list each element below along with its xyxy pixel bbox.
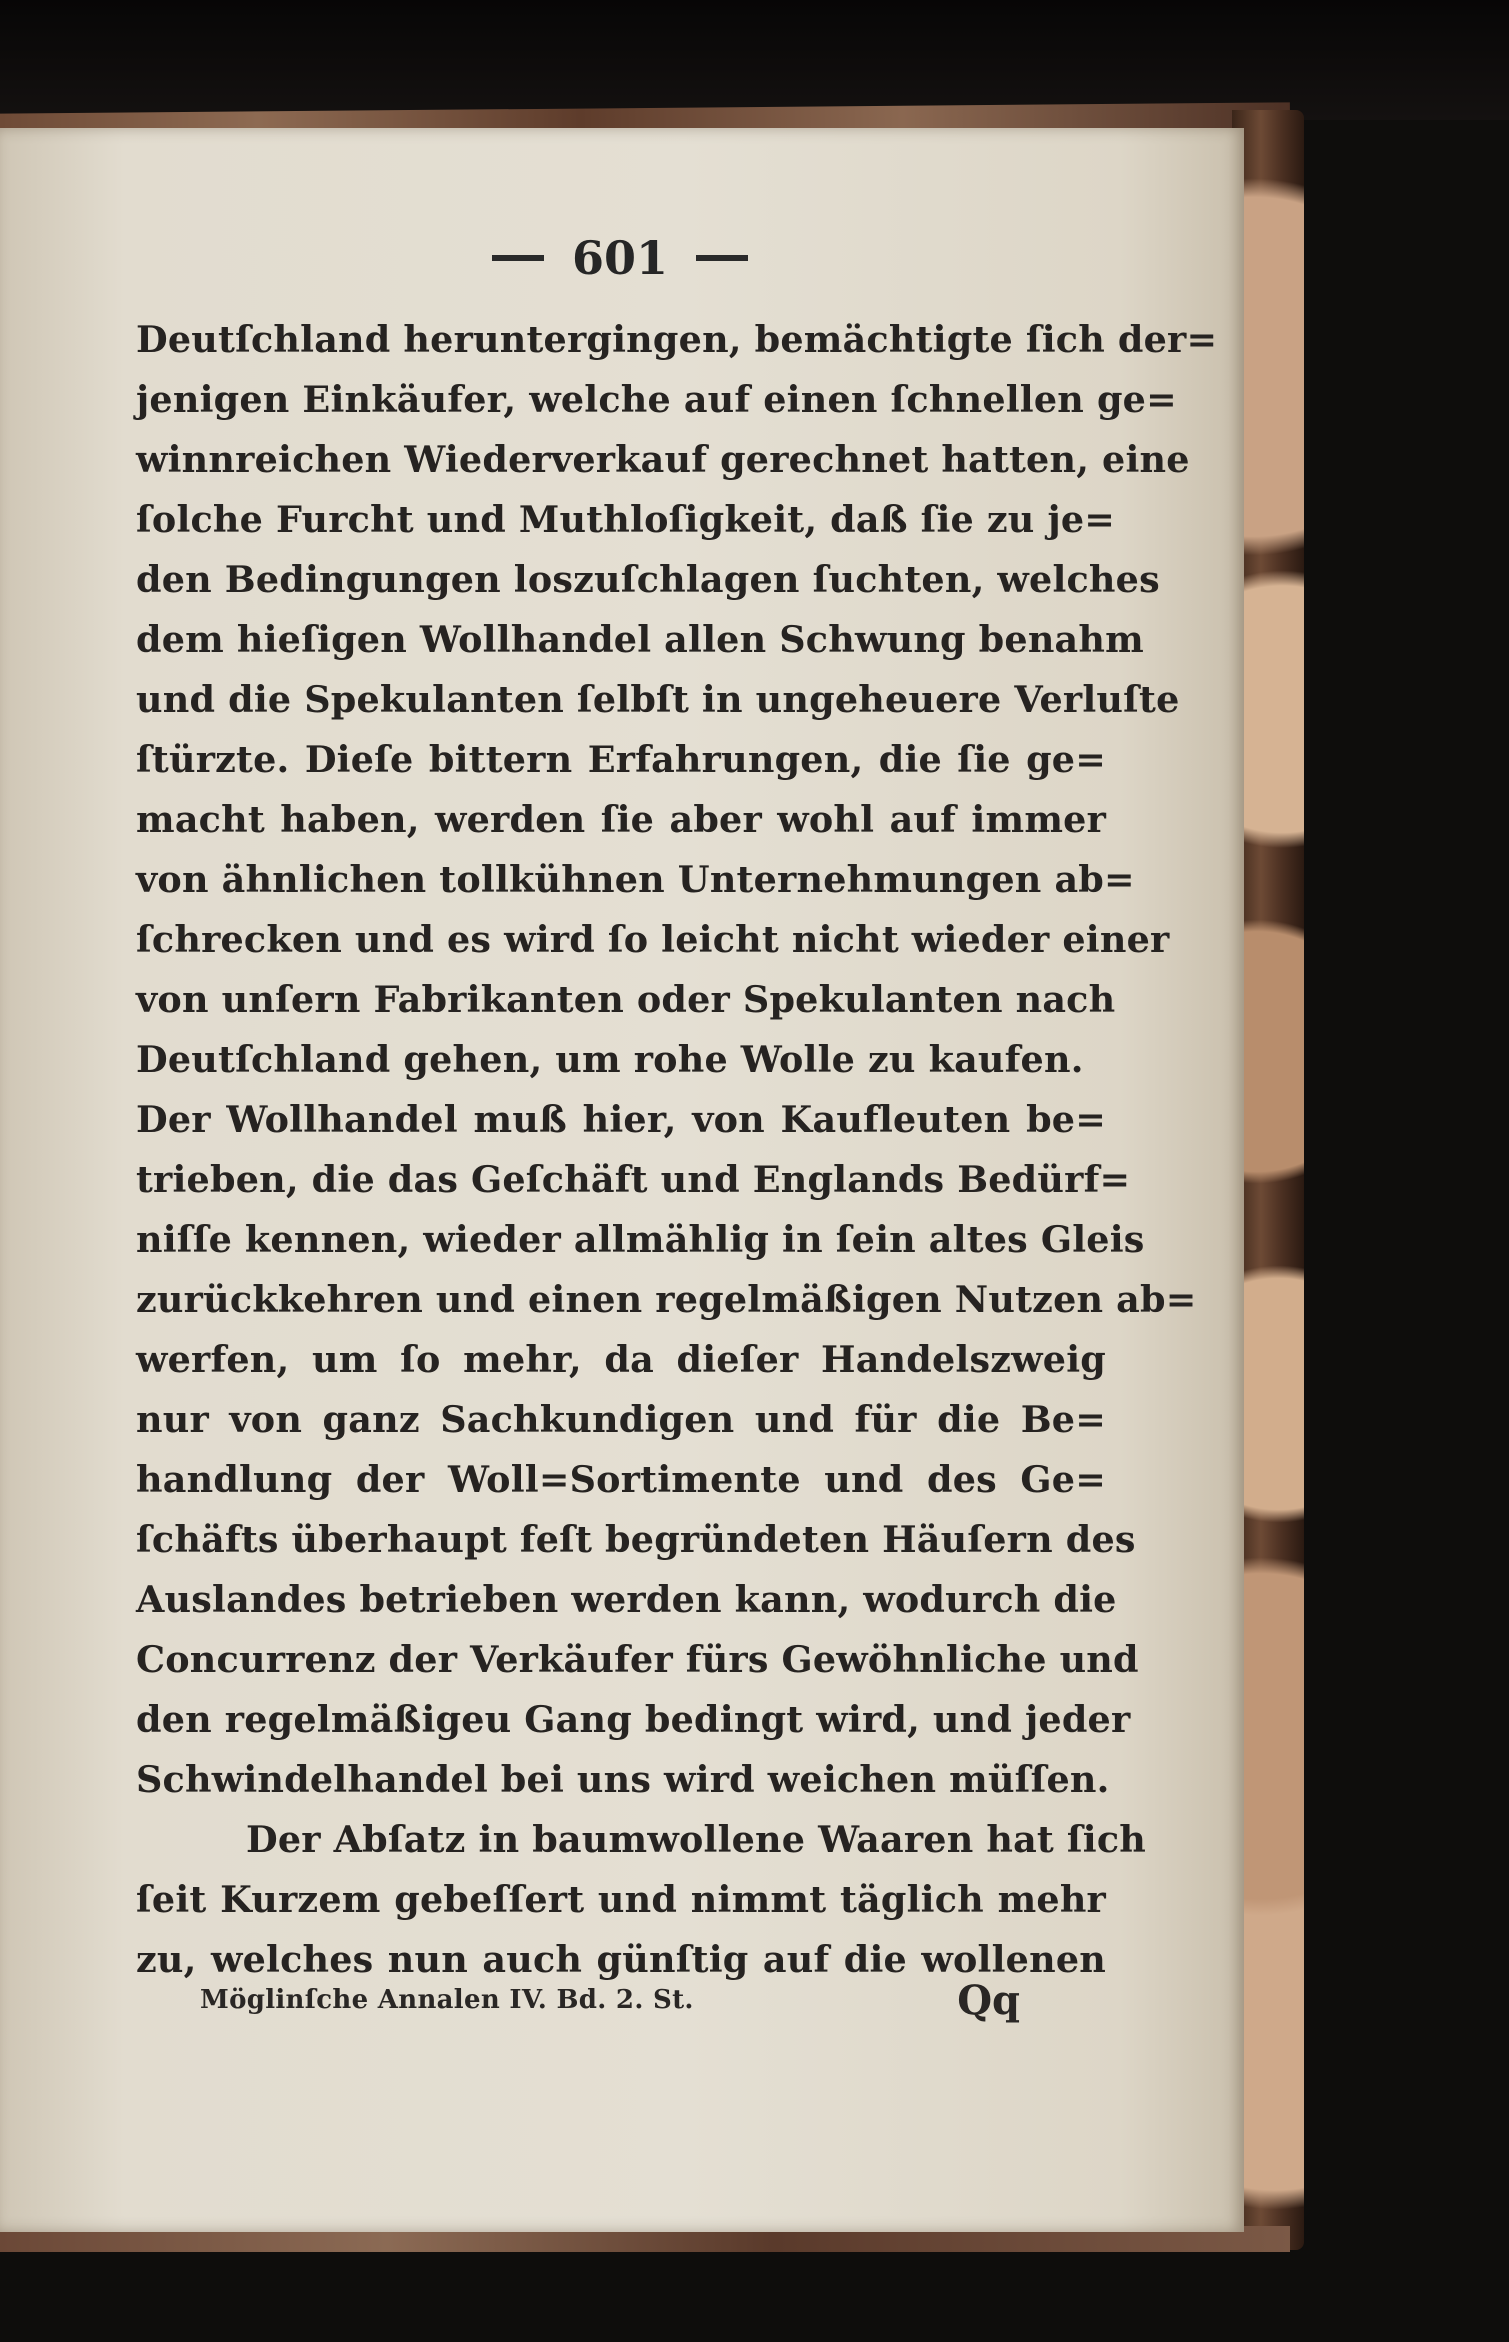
text-line: von ähnlichen tollkühnen Unternehmungen ab= bbox=[136, 858, 1135, 901]
text-line: Concurrenz der Verkäufer fürs Gewöhnliche und bbox=[136, 1638, 1139, 1681]
text-line: macht haben, werden ſie aber wohl auf immer bbox=[136, 798, 1106, 841]
header-dash-right bbox=[696, 255, 748, 261]
page-footer bbox=[200, 1972, 1060, 2028]
text-line: ſolche Furcht und Muthloſigkeit, daß ſie zu je= bbox=[136, 498, 1116, 541]
text-line: ſchrecken und es wird ſo leicht nicht wieder einer bbox=[136, 918, 1170, 961]
text-line: Schwindelhandel bei uns wird weichen müſſen. bbox=[136, 1758, 1110, 1801]
text-line: Deutſchland heruntergingen, bemächtigte ſich der= bbox=[136, 318, 1218, 361]
text-line: Der Abſatz in baumwollene Waaren hat ſich bbox=[246, 1818, 1147, 1861]
text-line: werfen, um ſo mehr, da dieſer Handelszweig bbox=[136, 1338, 1106, 1381]
text-line: winnreichen Wiederverkauf gerechnet hatten, eine bbox=[136, 438, 1190, 481]
text-line: jenigen Einkäufer, welche auf einen ſchnellen ge= bbox=[136, 378, 1177, 421]
text-line: nur von ganz Sachkundigen und für die Be= bbox=[136, 1398, 1106, 1441]
text-line: von unſern Fabrikanten oder Spekulanten nach bbox=[136, 978, 1116, 1021]
text-line: den Bedingungen loszuſchlagen ſuchten, welches bbox=[136, 558, 1160, 601]
header-dash-left bbox=[492, 255, 544, 261]
text-line: ſchäfts überhaupt feſt begründeten Häuſern des bbox=[136, 1518, 1136, 1561]
text-line: handlung der Woll=Sortimente und des Ge= bbox=[136, 1458, 1106, 1501]
page-number: 601 bbox=[571, 231, 669, 285]
text-line: Der Wollhandel muß hier, von Kaufleuten be= bbox=[136, 1098, 1106, 1141]
text-line: und die Spekulanten ſelbſt in ungeheuere Verluſte bbox=[136, 678, 1180, 721]
text-line: Auslandes betrieben werden kann, wodurch die bbox=[136, 1578, 1117, 1621]
text-line: zurückkehren und einen regelmäßigen Nutzen ab= bbox=[136, 1278, 1197, 1321]
text-line: den regelmäßigeu Gang bedingt wird, und jeder bbox=[136, 1698, 1131, 1741]
page-header bbox=[440, 228, 800, 288]
footer-title: Möglinſche Annalen IV. Bd. 2. St. bbox=[200, 1985, 694, 2015]
signature-mark: Qq bbox=[957, 1976, 1020, 2024]
text-line: Deutſchland gehen, um rohe Wolle zu kaufen. bbox=[136, 1038, 1084, 1081]
body-text bbox=[136, 310, 1218, 1990]
text-line: ſeit Kurzem gebeſſert und nimmt täglich mehr bbox=[136, 1878, 1106, 1921]
text-line: niſſe kennen, wieder allmählig in ſein altes Gleis bbox=[136, 1218, 1145, 1261]
text-line: dem hieſigen Wollhandel allen Schwung benahm bbox=[136, 618, 1144, 661]
text-line: zu, welches nun auch günſtig auf die wollenen bbox=[136, 1938, 1106, 1981]
text-line: ſtürzte. Dieſe bittern Erfahrungen, die ſie ge= bbox=[136, 738, 1106, 781]
text-line: trieben, die das Geſchäft und Englands Bedürf= bbox=[136, 1158, 1131, 1201]
